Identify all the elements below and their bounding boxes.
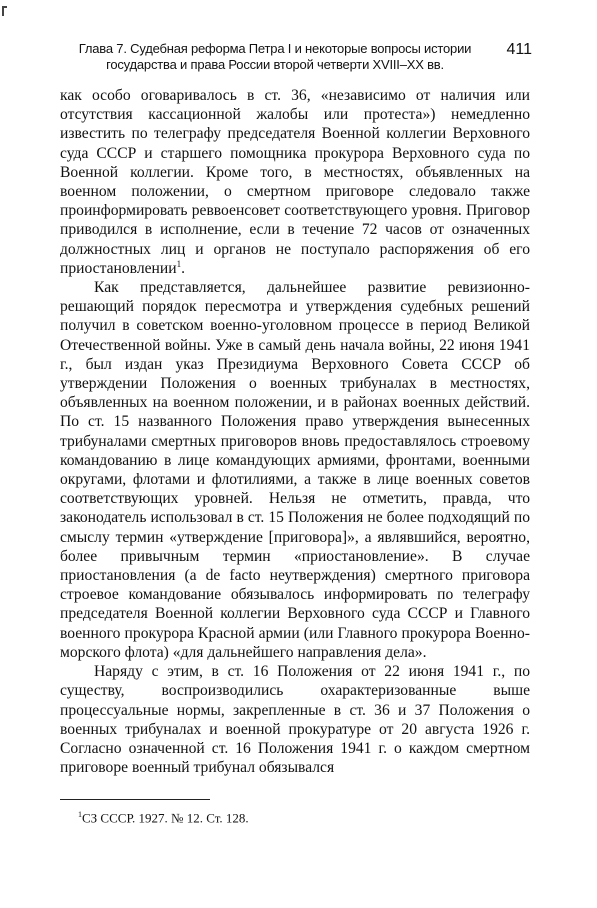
footnote-mark: 1	[78, 810, 82, 819]
footnote	[78, 807, 478, 826]
body-text	[60, 86, 530, 777]
page-number: 411	[506, 41, 532, 58]
paragraph-1-text: как особо оговаривалось в ст. 36, «независимо от наличия или отсутствия кассационной жалобы или протеста») немедленно известить по телеграфу председателя Военной коллегии Верховного суда СССР и старшего помощника прокурора Верховного суда по Военной коллегии. Кроме того, в местностях, объявленных на военном положении, о смертном приговоре следовало также проинформировать реввоенсовет соответствующего уровня. Приговор приводился в исполнение, если в течение 72 часов от означенных должностных лиц и органов не поступало распоряжения об его приостановлении	[60, 87, 530, 277]
running-header	[60, 41, 530, 73]
page-edge-mark	[2, 6, 7, 16]
footnote-divider	[60, 799, 210, 800]
paragraph-3: Наряду с этим, в ст. 16 Положения от 22 июня 1941 г., по существу, воспроизводились охарактеризованные выше процессуальные нормы, закрепленные в ст. 36 и 37 Положения о военных трибуналах и военной прокуратуре от 20 августа 1926 г. Согласно означенной ст. 16 Положения 1941 г. о каждом смертном приговоре военный трибунал обязывался	[60, 663, 530, 777]
footnote-text: СЗ СССР. 1927. № 12. Ст. 128.	[82, 810, 249, 826]
footnote-ref[interactable]: 1	[176, 258, 182, 269]
chapter-title: Глава 7. Судебная реформа Петра I и некоторые вопросы истории государства и права России второй четверти XVIII–XX вв.	[78, 41, 472, 72]
paragraph-1: как особо оговаривалось в ст. 36, «независимо от наличия или отсутствия кассационной жалобы или протеста») немедленно известить по телеграфу председателя Военной коллегии Верховного суда СССР и старшего помощника прокурора Верховного суда по Военной коллегии. Кроме того, в местностях, объявленных на военном положении, о смертном приговоре следовало также проинформировать реввоенсовет соответствующего уровня. Приговор приводился в исполнение, если в течение 72 часов от означенных должностных лиц и органов не поступало распоряжения об его приостановлении$^1$.	[60, 87, 530, 277]
paragraph-2: Как представляется, дальнейшее развитие ревизионно-решающий порядок пересмотра и утверждения судебных решений получил в советском военно-уголовном процессе в период Великой Отечественной войны. Уже в самый день начала войны, 22 июня 1941 г., был издан указ Президиума Верховного Совета СССР об утверждении Положения о военных трибуналах в местностях, объявленных на военном положении, и в районах военных действий. По ст. 15 названного Положения право утверждения вынесенных трибуналами смертных приговоров вновь предоставлялось строевому командованию в лице командующих армиями, фронтами, военными округами, флотами и флотилиями, а также в лице военных советов соответствующих уровней. Нельзя не отметить, правда, что законодатель использовал в ст. 15 Положения не более подходящий по смыслу термин «утверждение [приговора]», а являвшийся, вероятно, более привычным термин «приостановление». В случае приостановления (а de facto неутверждения) смертного приговора строевое командование обязывалось информировать по телеграфу председателя Военной коллегии Верховного суда СССР и Главного военного прокурора Красной армии (или Главного прокурора Военно-морского флота) «для дальнейшего направления дела».	[60, 279, 530, 661]
